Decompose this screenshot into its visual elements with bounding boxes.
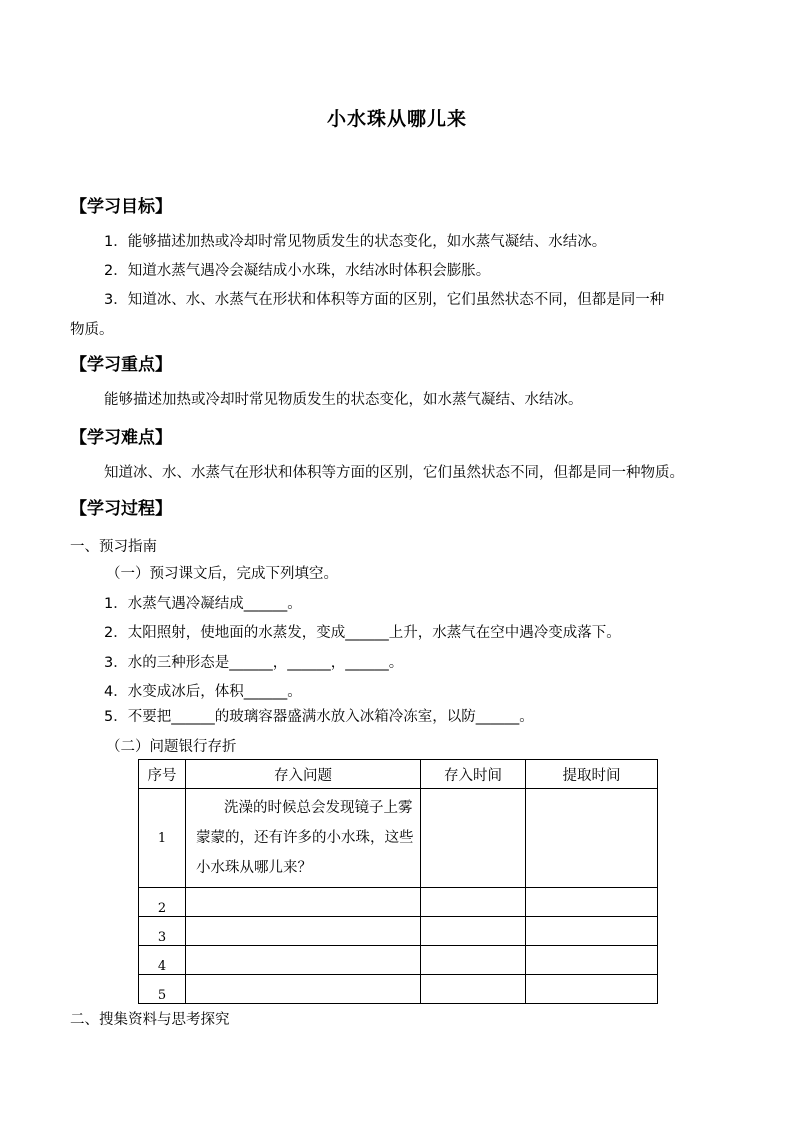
goal-item-2: 2．知道水蒸气遇冷会凝结成小水珠，水结冰时体积会膨胀。 <box>104 263 491 279</box>
row-deposit-time[interactable] <box>421 888 526 917</box>
goal-item-3-continued: 物质。 <box>70 322 114 338</box>
blank-item-2: 2．太阳照射，使地面的水蒸发，变成______上升，水蒸气在空中遇冷变成落下。 <box>104 625 621 641</box>
row-deposit-time[interactable] <box>421 975 526 1004</box>
header-serial: 序号 <box>139 760 186 789</box>
learning-goals-heading: 【学习目标】 <box>70 197 172 217</box>
blank-item-3: 3．水的三种形态是______，______，______。 <box>104 655 404 671</box>
table-row <box>139 975 658 1004</box>
row-question: 洗澡的时候总会发现镜子上雾蒙蒙的，还有许多的小水珠，这些小水珠从哪儿来？ <box>186 789 421 888</box>
learning-process-heading: 【学习过程】 <box>70 499 172 519</box>
row-withdraw-time[interactable] <box>526 888 658 917</box>
row-serial: 3 <box>139 917 186 946</box>
table-row <box>139 917 658 946</box>
header-withdraw-time: 提取时间 <box>526 760 658 789</box>
goal-item-1: 1．能够描述加热或冷却时常见物质发生的状态变化，如水蒸气凝结、水结冰。 <box>104 234 607 250</box>
section-research-inquiry: 二、搜集资料与思考探究 <box>70 1012 230 1028</box>
row-question[interactable] <box>186 888 421 917</box>
section-preview-guide: 一、预习指南 <box>70 539 157 555</box>
row-question[interactable] <box>186 975 421 1004</box>
key-points-heading: 【学习重点】 <box>70 355 172 375</box>
subsection-question-bank: （二）问题银行存折 <box>106 739 237 755</box>
header-deposit-time: 存入时间 <box>421 760 526 789</box>
difficulties-heading: 【学习难点】 <box>70 428 172 448</box>
subsection-fill-blanks: （一）预习课文后，完成下列填空。 <box>106 566 338 582</box>
difficulties-text: 知道冰、水、水蒸气在形状和体积等方面的区别，它们虽然状态不同，但都是同一种物质。 <box>104 465 684 481</box>
blank-item-5: 5．不要把______的玻璃容器盛满水放入冰箱冷冻室，以防______。 <box>104 709 534 725</box>
question-bank-table <box>138 759 658 1004</box>
row-deposit-time[interactable] <box>421 917 526 946</box>
page-title: 小水珠从哪儿来 <box>326 108 467 130</box>
row-serial: 4 <box>139 946 186 975</box>
row-serial: 1 <box>139 789 186 888</box>
row-deposit-time[interactable] <box>421 946 526 975</box>
table-row <box>139 946 658 975</box>
row-question[interactable] <box>186 917 421 946</box>
header-deposit-question: 存入问题 <box>186 760 421 789</box>
blank-item-1: 1．水蒸气遇冷凝结成______。 <box>104 596 302 612</box>
key-points-text: 能够描述加热或冷却时常见物质发生的状态变化，如水蒸气凝结、水结冰。 <box>104 392 583 408</box>
row-serial: 5 <box>139 975 186 1004</box>
row-question[interactable] <box>186 946 421 975</box>
blank-item-4: 4．水变成冰后，体积______。 <box>104 684 302 700</box>
table-row <box>139 789 658 888</box>
goal-item-3: 3．知道冰、水、水蒸气在形状和体积等方面的区别，它们虽然状态不同，但都是同一种 <box>104 292 665 308</box>
row-withdraw-time[interactable] <box>526 789 658 888</box>
table-row <box>139 888 658 917</box>
row-withdraw-time[interactable] <box>526 917 658 946</box>
row-serial: 2 <box>139 888 186 917</box>
table-header-row <box>139 760 658 789</box>
row-withdraw-time[interactable] <box>526 975 658 1004</box>
row-withdraw-time[interactable] <box>526 946 658 975</box>
row-deposit-time[interactable] <box>421 789 526 888</box>
